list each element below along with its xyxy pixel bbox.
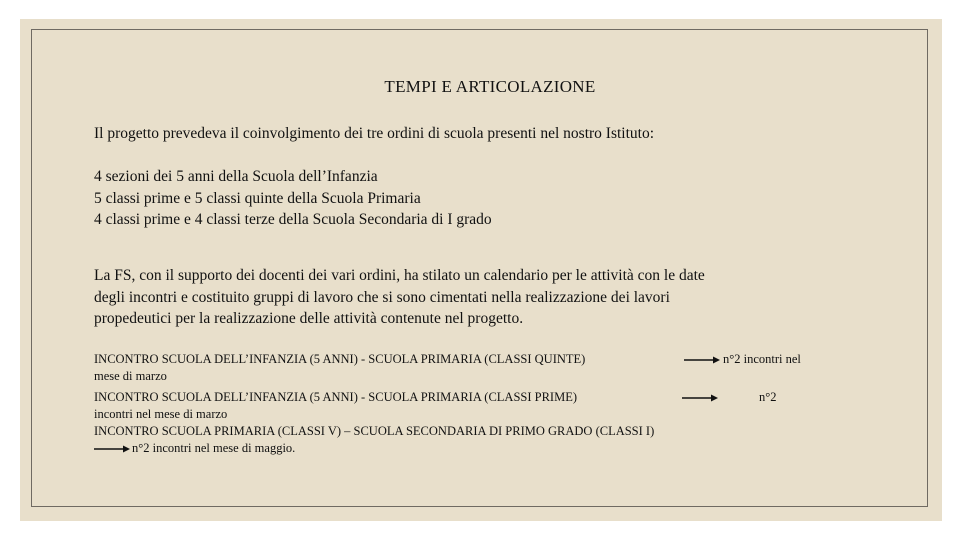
paragraph-line: propedeutici per la realizzazione delle attività contenute nel progetto. — [94, 310, 524, 327]
class-list-item: 4 sezioni dei 5 anni della Scuola dell’Infanzia — [94, 168, 378, 185]
class-list-item: 5 classi prime e 5 classi quinte della Scuola Primaria — [94, 189, 421, 207]
class-list-item: 4 classi prime e 4 classi terze della Scuola Secondaria di I grado — [94, 211, 492, 228]
meeting-title: INCONTRO SCUOLA DELL’INFANZIA (5 ANNI) - SCUOLA PRIMARIA (CLASSI PRIME) — [94, 390, 578, 404]
meeting-title: INCONTRO SCUOLA PRIMARIA (CLASSI V) – SCUOLA SECONDARIA DI PRIMO GRADO (CLASSI I) — [94, 424, 655, 438]
meeting-title: INCONTRO SCUOLA DELL’INFANZIA (5 ANNI) - SCUOLA PRIMARIA (CLASSI QUINTE) — [94, 352, 586, 366]
right-arrow-icon — [94, 444, 130, 454]
meeting-detail: n°2 incontri nel — [723, 352, 801, 366]
meeting-detail: incontri nel mese di marzo — [94, 407, 228, 421]
right-arrow-icon — [682, 393, 718, 403]
slide-title: TEMPI E ARTICOLAZIONE — [384, 77, 596, 96]
paragraph-line: degli incontri e costituito gruppi di lavoro che si sono cimentati nella realizzazione dei lavori — [94, 288, 670, 306]
right-arrow-icon — [684, 355, 720, 365]
meeting-detail: mese di marzo — [94, 369, 167, 383]
paragraph-line: La FS, con il supporto dei docenti dei vari ordini, ha stilato un calendario per le attività con le date — [94, 267, 705, 284]
slide-background — [20, 19, 942, 521]
meeting-detail: n°2 — [759, 390, 777, 404]
intro-text: Il progetto prevedeva il coinvolgimento dei tre ordini di scuola presenti nel nostro Istituto: — [94, 125, 655, 142]
meeting-detail: n°2 incontri nel mese di maggio. — [132, 441, 296, 455]
